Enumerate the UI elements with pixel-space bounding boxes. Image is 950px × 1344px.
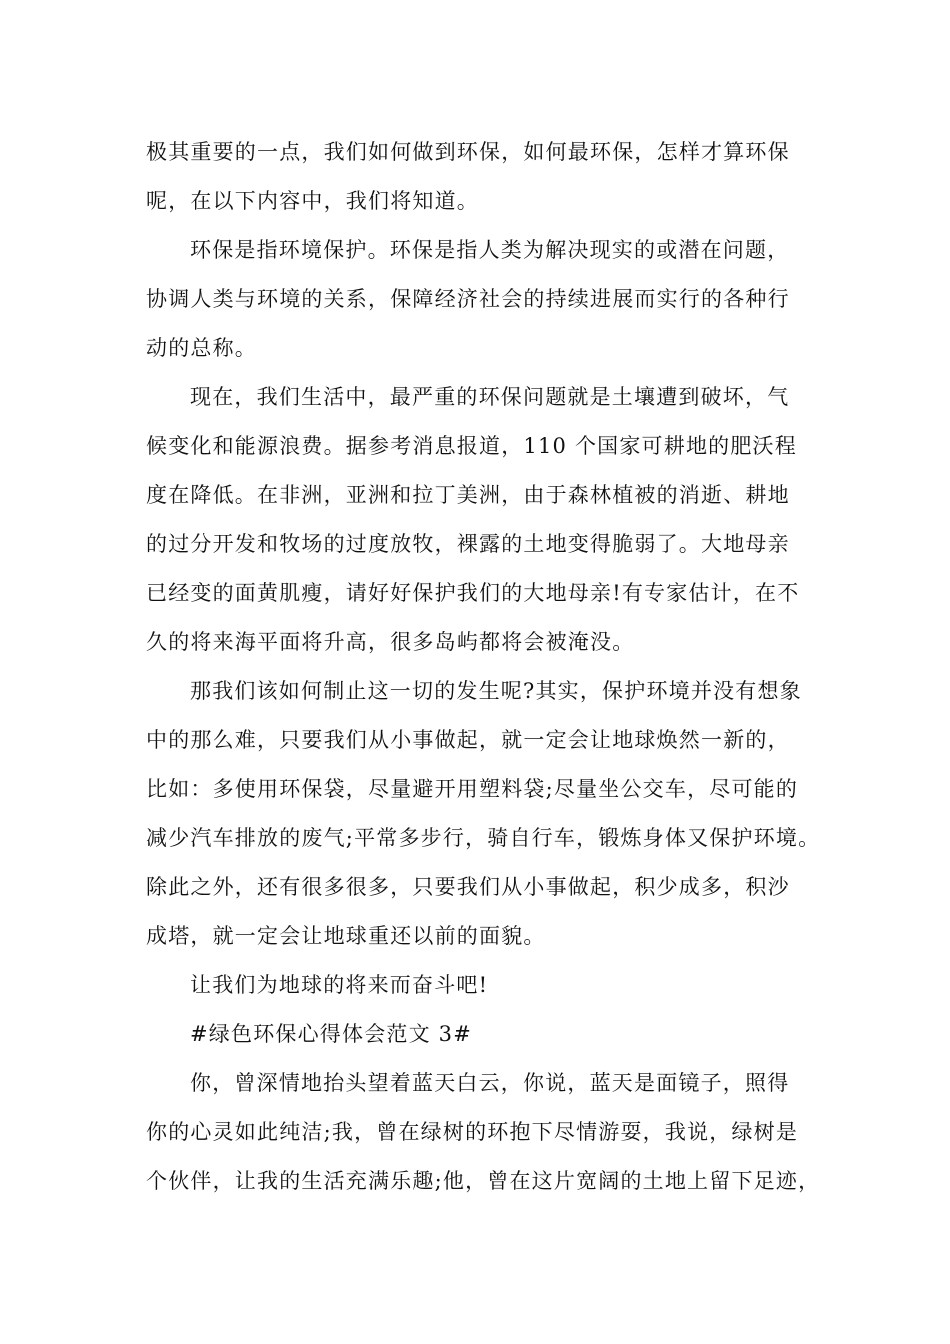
text-line: 除此之外，还有很多很多，只要我们从小事做起，积少成多，积沙 [146,875,790,899]
text-line: 那我们该如何制止这一切的发生呢?其实，保护环境并没有想象 [190,679,802,703]
text-line: 的过分开发和牧场的过度放牧，裸露的土地变得脆弱了。大地母亲 [146,532,790,556]
text-line: 比如：多使用环保袋，尽量避开用塑料袋;尽量坐公交车，尽可能的 [146,777,799,801]
text-line: 候变化和能源浪费。据参考消息报道，110 个国家可耕地的肥沃程 [146,434,797,458]
text-line: 中的那么难，只要我们从小事做起，就一定会让地球焕然一新的， [146,728,790,752]
section-heading: #绿色环保心得体会范文 3# [190,1022,473,1046]
text-line: 呢，在以下内容中，我们将知道。 [146,189,479,213]
text-line: 环保是指环境保护。环保是指人类为解决现实的或潜在问题， [190,238,790,262]
text-line: 度在降低。在非洲，亚洲和拉丁美洲，由于森林植被的消逝、耕地 [146,483,790,507]
text-line: 已经变的面黄肌瘦，请好好保护我们的大地母亲!有专家估计，在不 [146,581,800,605]
text-line: 让我们为地球的将来而奋斗吧! [190,973,489,997]
text-line: 协调人类与环境的关系，保障经济社会的持续进展而实行的各种行 [146,287,790,311]
text-line: 动的总称。 [146,336,257,360]
text-line: 极其重要的一点，我们如何做到环保，如何最环保，怎样才算环保 [146,140,790,164]
text-line: 减少汽车排放的废气;平常多步行，骑自行车，锻炼身体又保护环境。 [146,826,821,850]
text-line: 成塔，就一定会让地球重还以前的面貌。 [146,924,546,948]
text-line: 个伙伴，让我的生活充满乐趣;他，曾在这片宽阔的土地上留下足迹， [146,1169,821,1193]
text-line: 你的心灵如此纯洁;我，曾在绿树的环抱下尽情游耍，我说，绿树是 [146,1120,799,1144]
text-line: 你，曾深情地抬头望着蓝天白云，你说，蓝天是面镜子，照得 [190,1071,790,1095]
text-line: 久的将来海平面将升高，很多岛屿都将会被淹没。 [146,630,635,654]
document-body [146,128,826,1206]
text-line: 现在，我们生活中，最严重的环保问题就是土壤遭到破坏，气 [190,385,790,409]
